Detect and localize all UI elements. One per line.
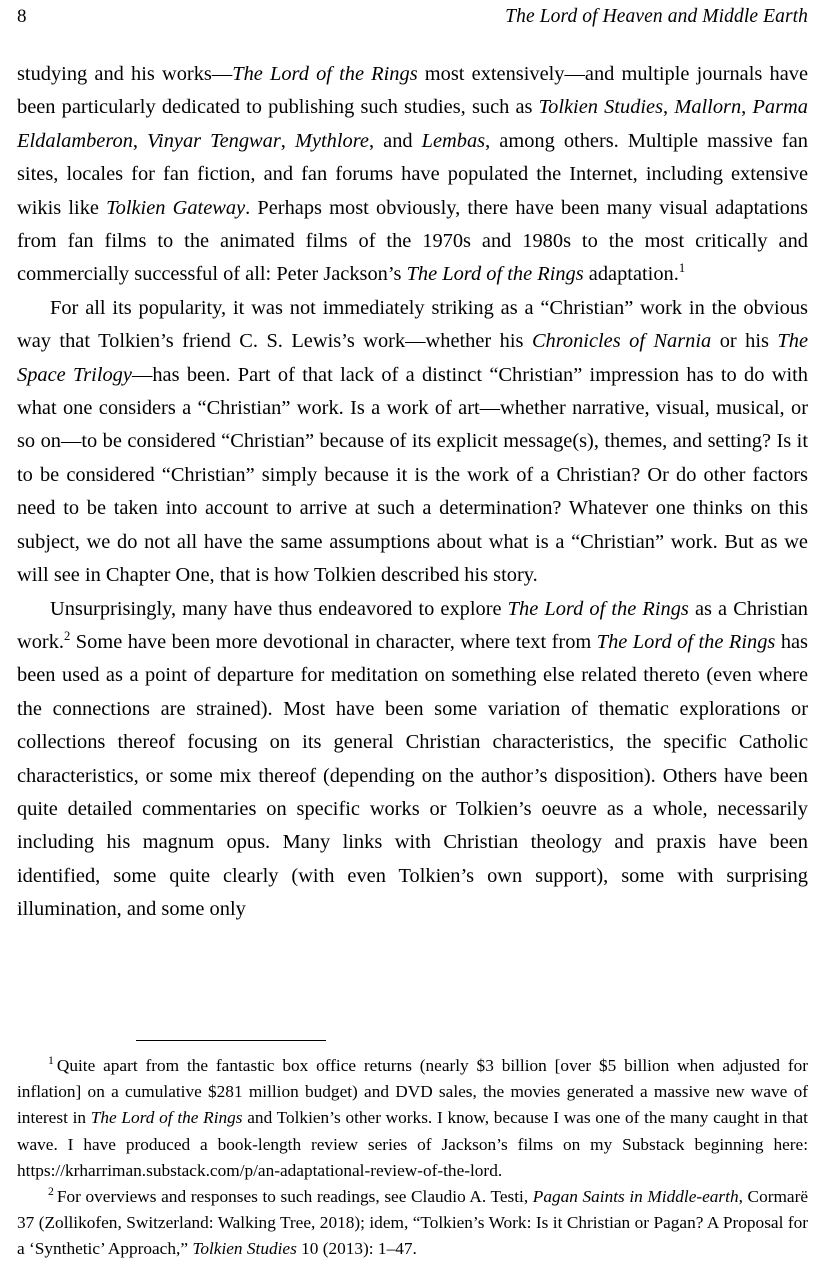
running-head (17, 5, 808, 31)
footnote-list (17, 1053, 808, 1263)
italic-title: Chronicles of Narnia (531, 330, 712, 353)
text-run: . Perhaps most obviously, there have been many visual adaptations from fan films to the animated films of the 1970s and 1980s to the most critically and commercially successful of all: Peter Jackson’s (17, 196, 808, 286)
italic-title: Mythlore (294, 129, 369, 152)
body-text-column (17, 58, 808, 927)
italic-title: Tolkien Gateway (106, 196, 246, 219)
paragraph (17, 58, 808, 292)
text-run: Some have been more devotional in character, where text from (70, 630, 597, 653)
italic-title: Pagan Saints in Middle-earth (532, 1187, 739, 1207)
text-run: or his (711, 330, 778, 353)
text-run: , (663, 96, 675, 119)
text-run: , (741, 96, 753, 119)
text-run: For overviews and responses to such readings, see Claudio A. Testi, (56, 1187, 533, 1207)
italic-title: Vinyar Tengwar (147, 129, 281, 152)
text-run: Unsurprisingly, many have thus endeavored to explore (50, 597, 508, 620)
text-run: studying and his works— (17, 63, 233, 85)
text-run: , and (368, 129, 422, 152)
italic-title: The Lord of the Rings (507, 597, 689, 620)
page-number: 8 (17, 6, 27, 27)
italic-title: The Space Trilogy (17, 330, 808, 386)
italic-title: Mallorn (674, 96, 742, 119)
text-run: has been used as a point of departure for meditation on something else related thereto (even where the connections are strained). Most have been some variation of thematic explorations or collections thereof focusing on its general Christian characteristics, the specific Catholic characteristics, or some mix thereof (depending on the author’s disposition). Others have been quite detailed commentaries on specific works or Tolkien’s oeuvre as a whole, necessarily including his magnum opus. Many links with Christian theology and praxis have been identified, some quite clearly (with even Tolkien’s own support), some with surprising illumination, and some only (17, 630, 808, 921)
text-run: adaptation. (583, 263, 679, 286)
footnote-item (17, 1053, 808, 1184)
italic-title: Tolkien Studies (538, 96, 664, 119)
italic-title: Tolkien Studies (192, 1239, 297, 1259)
text-run: 10 (2013): 1–47. (296, 1239, 417, 1259)
text-run: , (132, 129, 148, 152)
running-head-title: The Lord of Heaven and Middle Earth (505, 6, 808, 27)
italic-title: Parma Eldalamberon (17, 96, 808, 152)
footnote-reference[interactable]: 2 (64, 629, 71, 644)
footnote-item (17, 1184, 808, 1263)
paragraph (17, 292, 808, 593)
text-run: most extensively—and multiple journals have been particularly dedicated to publishing such studies, such as (17, 63, 808, 119)
footnote-reference[interactable]: 1 (678, 261, 686, 276)
text-run: as a Christian work. (17, 597, 808, 653)
text-run: For all its popularity, it was not immediately striking as a “Christian” work in the obvious way that Tolkien’s friend C. S. Lewis’s work—whether his (17, 296, 808, 353)
footnote-separator-rule (136, 1040, 326, 1041)
footnotes-section (17, 1040, 808, 1263)
text-run: —has been. Part of that lack of a distinct “Christian” impression has to do with what one considers a “Christian” work. Is a work of art—whether narrative, visual, musical, or so on—to be considered “Christian” because of its explicit message(s), themes, and setting? Is it to be considered “Christian” simply because it is the work of a Christian? Or do other factors need to be taken into account to arrive at such a determination? Whatever one thinks on this subject, we do not all have the same assumptions about what is a “Christian” work. But as we will see in Chapter One, that is how Tolkien described his story. (17, 363, 808, 587)
italic-title: The Lord of the Rings (596, 630, 776, 653)
italic-title: The Lord of the Rings (232, 63, 418, 85)
italic-title: Lembas (421, 129, 486, 152)
text-run: , among others. Multiple massive fan sites, locales for fan fiction, and fan forums have populated the Internet, including extensive wikis like (17, 129, 808, 219)
text-run: and Tolkien’s other works. I know, because I was one of the many caught in that wave. I have produced a book-length review series of Jackson’s films on my Substack beginning here: https://krharriman.substack.com/p/an-adaptational-review-of-the-lord. (17, 1108, 808, 1180)
footnote-number: 1 (48, 1054, 54, 1068)
paragraph (17, 593, 808, 927)
text-run: , (280, 129, 295, 152)
text-run: , Cormarë 37 (Zollikofen, Switzerland: Walking Tree, 2018); idem, “Tolkien’s Work: Is it Christian or Pagan? A Proposal for a ‘Synthetic’ Approach,” (17, 1187, 809, 1259)
text-run: Quite apart from the fantastic box office returns (nearly $3 billion [over $5 billion when adjusted for inflation] on a cumulative $281 million budget) and DVD sales, the movies generated a massive new wave of interest in (17, 1056, 808, 1128)
italic-title: The Lord of the Rings (406, 263, 584, 286)
footnote-number: 2 (48, 1185, 54, 1199)
italic-title: The Lord of the Rings (90, 1108, 243, 1128)
